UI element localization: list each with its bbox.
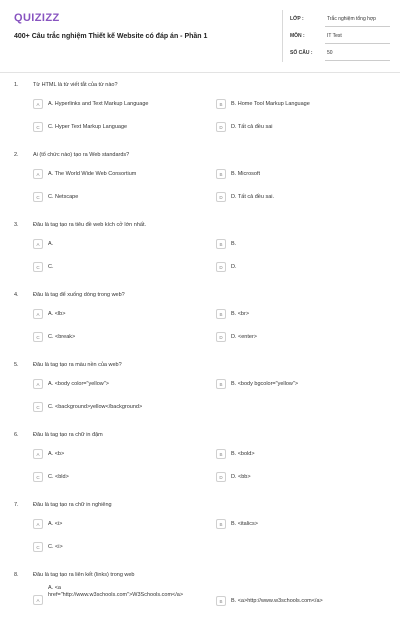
option-letter-box: A: [33, 519, 43, 529]
question-number: 6.: [14, 432, 19, 438]
option-b[interactable]: [216, 595, 323, 607]
option-letter-box: B: [216, 519, 226, 529]
meta-label-subject: MÔN :: [290, 33, 305, 39]
question-text: Đâu là tag tạo ra liên kết (links) trong web: [33, 572, 135, 578]
meta-label-class: LỚP :: [290, 16, 304, 22]
option-text: C. <background>yellow</background>: [48, 404, 143, 410]
question-3: [0, 218, 400, 288]
question-8: [0, 568, 400, 628]
option-letter-box: A: [33, 595, 43, 605]
option-letter-box: A: [33, 379, 43, 389]
option-text: C.: [48, 264, 54, 270]
meta-value-subject: IT Test: [325, 33, 390, 44]
option-b[interactable]: [216, 518, 258, 530]
question-text: Đâu là tag tạo ra tiêu đề web kích cở lớn nhất.: [33, 222, 146, 228]
option-letter-box: C: [33, 472, 43, 482]
option-b[interactable]: [216, 238, 236, 250]
option-text: [48, 585, 183, 599]
option-text-line: href="http://www.w3schools.com">W3Schools.com</a>: [48, 592, 184, 598]
option-a[interactable]: [33, 518, 62, 530]
option-text: D. <bb>: [231, 474, 251, 480]
option-a[interactable]: [33, 308, 65, 320]
option-b[interactable]: [216, 378, 298, 390]
option-text: B. Microsoft: [231, 171, 261, 177]
question-number: 2.: [14, 152, 19, 158]
option-text: C. <bld>: [48, 474, 69, 480]
option-letter-box: B: [216, 596, 226, 606]
option-text: B. <italics>: [231, 521, 258, 527]
option-text: A. <b>: [48, 451, 65, 457]
option-letter-box: C: [33, 262, 43, 272]
option-letter-box: B: [216, 449, 226, 459]
option-a[interactable]: [33, 98, 149, 110]
question-2: [0, 148, 400, 218]
option-letter-box: B: [216, 169, 226, 179]
question-number: 8.: [14, 572, 19, 578]
meta-row-class: [290, 12, 390, 28]
option-b[interactable]: [216, 448, 255, 460]
question-text: Đâu là tag tạo ra chữ in nghiêng: [33, 502, 112, 508]
option-d[interactable]: [216, 471, 251, 483]
question-4: [0, 288, 400, 358]
option-letter-box: C: [33, 402, 43, 412]
option-a[interactable]: [33, 378, 109, 390]
option-c[interactable]: [33, 121, 127, 133]
option-letter-box: C: [33, 192, 43, 202]
option-text: C. <break>: [48, 334, 76, 340]
option-letter-box: B: [216, 239, 226, 249]
option-letter-box: C: [33, 542, 43, 552]
option-d[interactable]: [216, 191, 274, 203]
option-text-line: A. <a: [48, 585, 61, 591]
option-text: A. <body color="yellow">: [48, 381, 109, 387]
option-text: A. Hyperlinks and Text Markup Language: [48, 101, 149, 107]
question-number: 5.: [14, 362, 19, 368]
option-c[interactable]: [33, 261, 54, 273]
option-a[interactable]: [33, 238, 53, 250]
option-letter-box: A: [33, 169, 43, 179]
question-text: Đâu là tag tạo ra chữ in đậm: [33, 432, 103, 438]
option-letter-box: D: [216, 262, 226, 272]
meta-row-subject: [290, 29, 390, 45]
worksheet-header: [0, 0, 400, 72]
option-letter-box: A: [33, 99, 43, 109]
option-letter-box: B: [216, 99, 226, 109]
option-text: D.: [231, 264, 237, 270]
option-letter-box: A: [33, 239, 43, 249]
option-text: A. The World Wide Web Consortium: [48, 171, 137, 177]
option-d[interactable]: [216, 121, 272, 133]
option-letter-box: B: [216, 309, 226, 319]
option-letter-box: B: [216, 379, 226, 389]
option-text: A. <lb>: [48, 311, 66, 317]
option-letter-box: D: [216, 192, 226, 202]
option-text: B.: [231, 241, 237, 247]
question-number: 4.: [14, 292, 19, 298]
option-text: D. <enter>: [231, 334, 257, 340]
meta-label-question-count: SỐ CÂU :: [290, 50, 313, 56]
quizizz-logo: QUIZIZZ: [14, 12, 60, 24]
option-text: B. <a>http://www.w3schools.com</a>: [231, 598, 323, 604]
option-letter-box: D: [216, 472, 226, 482]
option-d[interactable]: [216, 331, 257, 343]
header-divider: [282, 10, 283, 62]
meta-row-question-count: [290, 46, 390, 62]
option-b[interactable]: [216, 98, 310, 110]
question-number: 7.: [14, 502, 19, 508]
option-text: D. Tất cả đều sai.: [231, 194, 275, 200]
option-b[interactable]: [216, 168, 260, 180]
option-text: B. Home Tool Markup Language: [231, 101, 310, 107]
worksheet-title: 400+ Câu trắc nghiệm Thiết kế Website có đáp án - Phần 1: [14, 33, 208, 40]
option-text: C. Hyper Text Markup Language: [48, 124, 128, 130]
question-number: 3.: [14, 222, 19, 228]
option-c[interactable]: [33, 401, 142, 413]
option-a[interactable]: [33, 585, 183, 607]
question-1: [0, 78, 400, 148]
option-letter-box: A: [33, 309, 43, 319]
option-text: B. <bold>: [231, 451, 255, 457]
question-text: Từ HTML là từ viết tắt của từ nào?: [33, 82, 118, 88]
option-letter-box: C: [33, 332, 43, 342]
question-6: [0, 428, 400, 498]
worksheet-meta: [290, 12, 390, 63]
question-text: Đâu là tag để xuống dòng trong web?: [33, 292, 125, 298]
option-text: C. <i>: [48, 544, 63, 550]
meta-value-question-count: 50: [325, 50, 390, 61]
option-letter-box: D: [216, 122, 226, 132]
header-rule: [0, 72, 400, 73]
question-text: Ai (tổ chức nào) tạo ra Web standards?: [33, 152, 130, 158]
question-text: Đâu là tag tạo ra màu nền của web?: [33, 362, 122, 368]
option-c[interactable]: [33, 191, 78, 203]
option-text: B. <body bgcolor="yellow">: [231, 381, 299, 387]
option-letter-box: A: [33, 449, 43, 459]
option-text: D. Tất cả đều sai: [231, 124, 273, 130]
option-c[interactable]: [33, 471, 69, 483]
option-b[interactable]: [216, 308, 249, 320]
option-text: A. <i>: [48, 521, 63, 527]
option-a[interactable]: [33, 448, 64, 460]
option-text: C. Netscape: [48, 194, 79, 200]
option-c[interactable]: [33, 331, 75, 343]
question-list: [0, 78, 400, 628]
option-a[interactable]: [33, 168, 136, 180]
option-c[interactable]: [33, 541, 63, 553]
meta-value-class: Trắc nghiệm tổng hợp: [325, 16, 390, 27]
option-letter-box: C: [33, 122, 43, 132]
option-letter-box: D: [216, 332, 226, 342]
question-number: 1.: [14, 82, 19, 88]
option-text: B. <br>: [231, 311, 250, 317]
question-7: [0, 498, 400, 568]
option-d[interactable]: [216, 261, 237, 273]
question-5: [0, 358, 400, 428]
option-text: A.: [48, 241, 54, 247]
